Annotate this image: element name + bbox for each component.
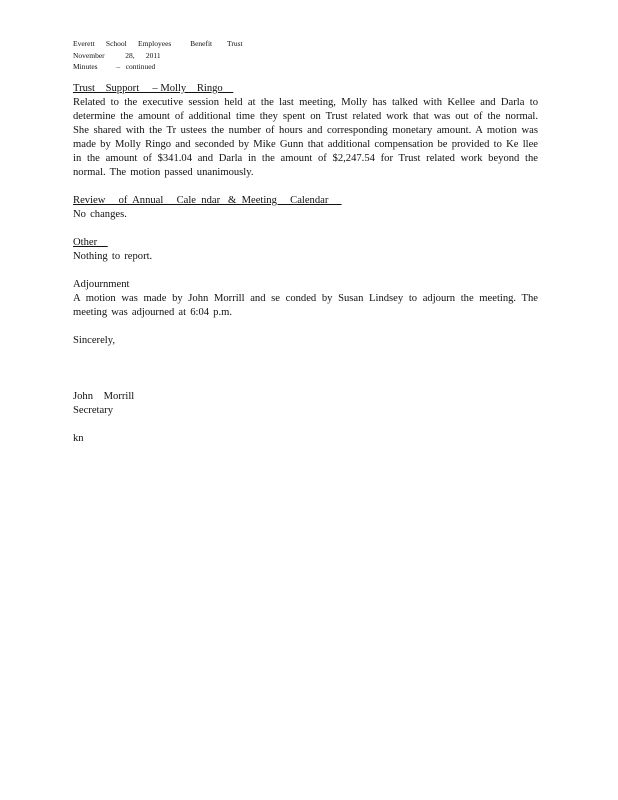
section-text: Nothing to report. — [73, 251, 153, 262]
section-text: No changes. — [73, 209, 127, 220]
section-calendar-review — [73, 194, 538, 222]
section-other — [73, 236, 538, 264]
section-heading: Adjournment — [73, 279, 130, 290]
section-heading: Other — [73, 237, 108, 248]
header-org-line: Everett School Employees Benefit Trust — [73, 39, 243, 48]
signer-title: Secretary — [73, 405, 113, 416]
typist-initials: kn — [73, 433, 84, 444]
document-body — [73, 82, 538, 446]
section-text: A motion was made by John Morrill and se conded by Susan Lindsey to adjourn the meeting. The meeting was adjourned at 6:04 p.m. — [73, 293, 538, 318]
header-minutes-line: Minutes – continued — [73, 62, 156, 71]
signer-name: John Morrill — [73, 391, 135, 402]
section-heading: Review of Annual Cale ndar & Meeting Calendar — [73, 195, 342, 206]
section-adjournment — [73, 278, 538, 320]
header-date-line: November 28, 2011 — [73, 50, 161, 60]
closing-salutation: Sincerely, — [73, 335, 115, 346]
section-heading: Trust Support – Molly Ringo — [73, 83, 234, 94]
document-header — [73, 38, 243, 73]
section-text: Related to the executive session held at the last meeting, Molly has talked with Kellee and Darla to determine the amount of additional time they spent on Trust related work that was out of the normal. She shared with the Tr ustees the number of hours and corresponding monetary amount. A motion was made by Molly Ringo and seconded by Mike Gunn that additional compensation be provided to Ke llee in the amount of $341.04 and Darla in the amount of $2,247.54 for Trust related work beyond the normal. The motion passed unanimously. — [73, 97, 538, 178]
section-trust-support — [73, 82, 538, 180]
